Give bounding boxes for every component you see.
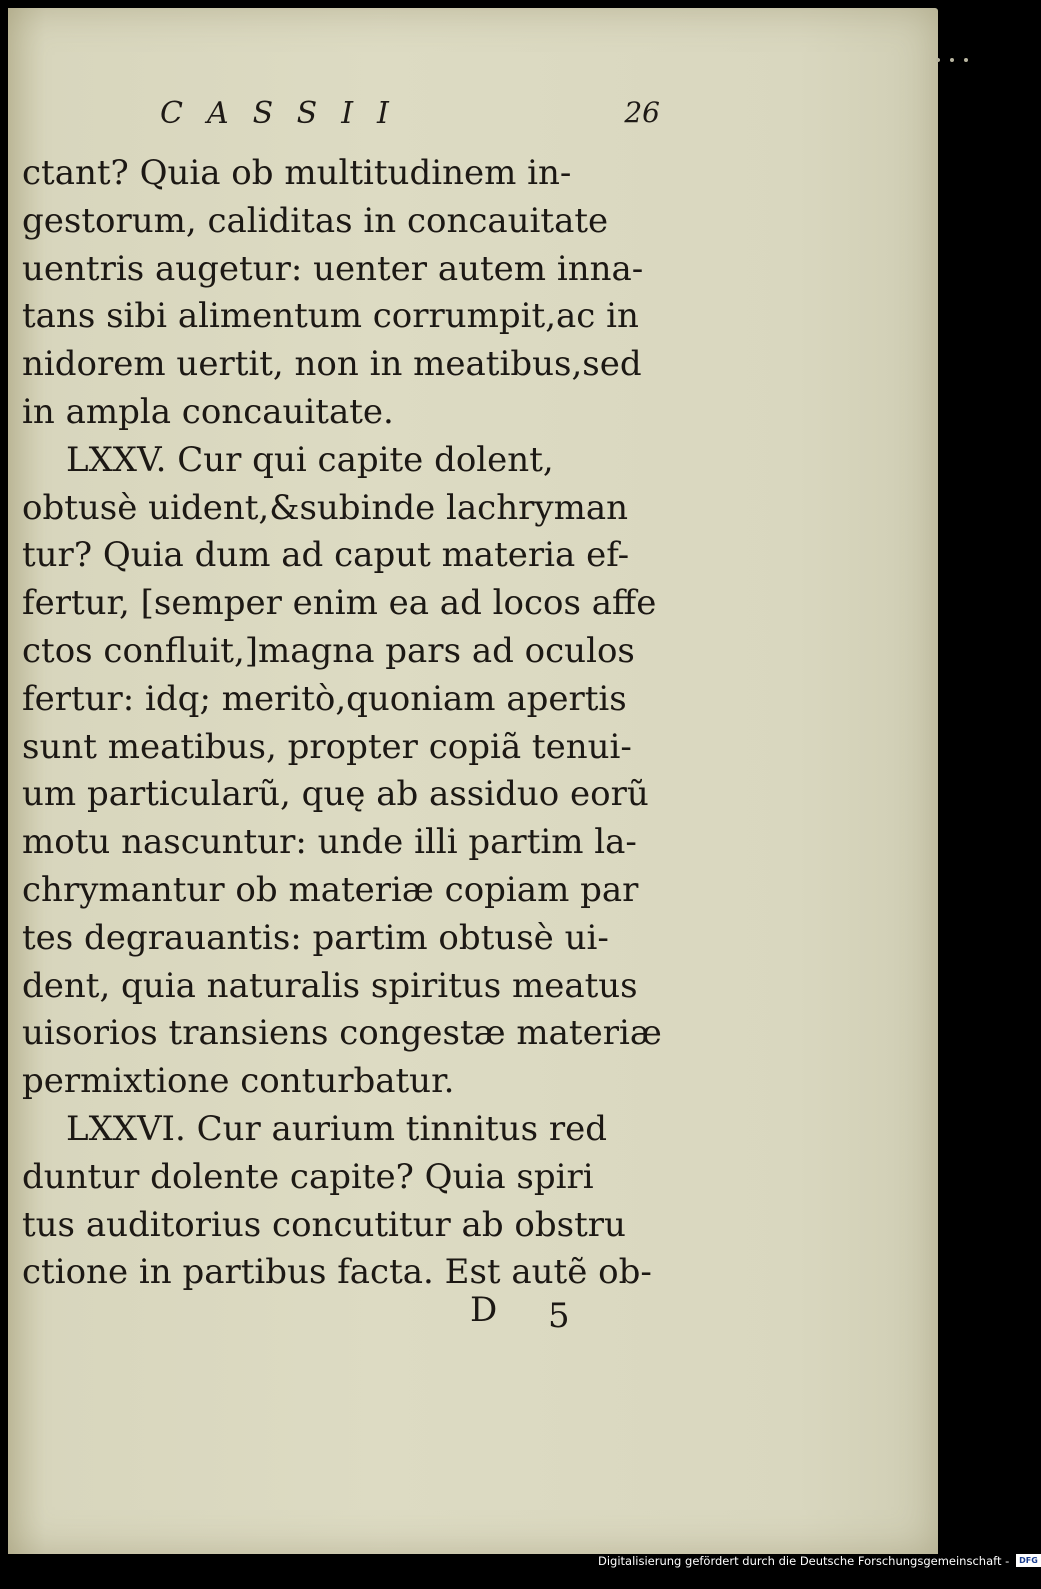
text-line: ctione in partibus facta. Est autẽ ob- [22,1252,652,1293]
text-line: sunt meatibus, propter copiã tenui- [22,726,632,767]
signature-letter: D [470,1290,498,1330]
text-line: duntur dolente capite? Quia spiri [22,1156,594,1197]
page-number: 26 [624,96,660,129]
text-line: tur? Quia dum ad caput materia ef- [22,535,630,576]
text-line: in ampla concauitate. [22,391,394,432]
signature-number: 5 [548,1296,570,1336]
edge-specks [936,58,976,68]
dfg-logo-icon: DFG [1016,1554,1041,1567]
text-line: motu nascuntur: unde illi partim la- [22,822,637,863]
speck [936,58,940,62]
text-line: uentris augetur: uenter autem inna- [22,248,644,289]
speck [964,58,968,62]
text-line: chrymantur ob materiæ copiam par [22,869,639,910]
text-line: obtusè uident,&subinde lachryman [22,487,628,528]
section-heading-line: LXXVI. Cur aurium tinnitus red [66,1108,607,1149]
text-line: permixtione conturbatur. [22,1061,455,1102]
text-line: tes degrauantis: partim obtusè ui- [22,917,609,958]
text-line: fertur, [semper enim ea ad locos affe [22,583,657,624]
text-line: gestorum, caliditas in concauitate [22,200,609,241]
section-heading-line: LXXV. Cur qui capite dolent, [66,439,554,480]
text-line: um particularũ, quę ab assiduo eorũ [22,774,649,815]
text-line: uisorios transiens congestæ materiæ [22,1013,662,1054]
text-line: fertur: idq; meritò,quoniam apertis [22,678,627,719]
running-title: CASSII [160,96,413,131]
text-line: ctos confluit,]magna pars ad oculos [22,630,635,671]
text-line: tans sibi alimentum corrumpit,ac in [22,296,639,337]
text-line: ctant? Quia ob multitudinem in- [22,153,572,193]
digitization-footer [598,1553,1038,1573]
text-line: nidorem uertit, non in meatibus,sed [22,344,642,385]
footer-credit: Digitalisierung gefördert durch die Deutsche Forschungsgemeinschaft - [598,1553,1010,1568]
signature-mark [470,1290,670,1334]
body-text [22,150,682,1297]
text-line: dent, quia naturalis spiritus meatus [22,965,638,1006]
page-header [160,96,660,144]
speck [950,58,954,62]
text-line: tus auditorius concutitur ab obstru [22,1204,626,1245]
